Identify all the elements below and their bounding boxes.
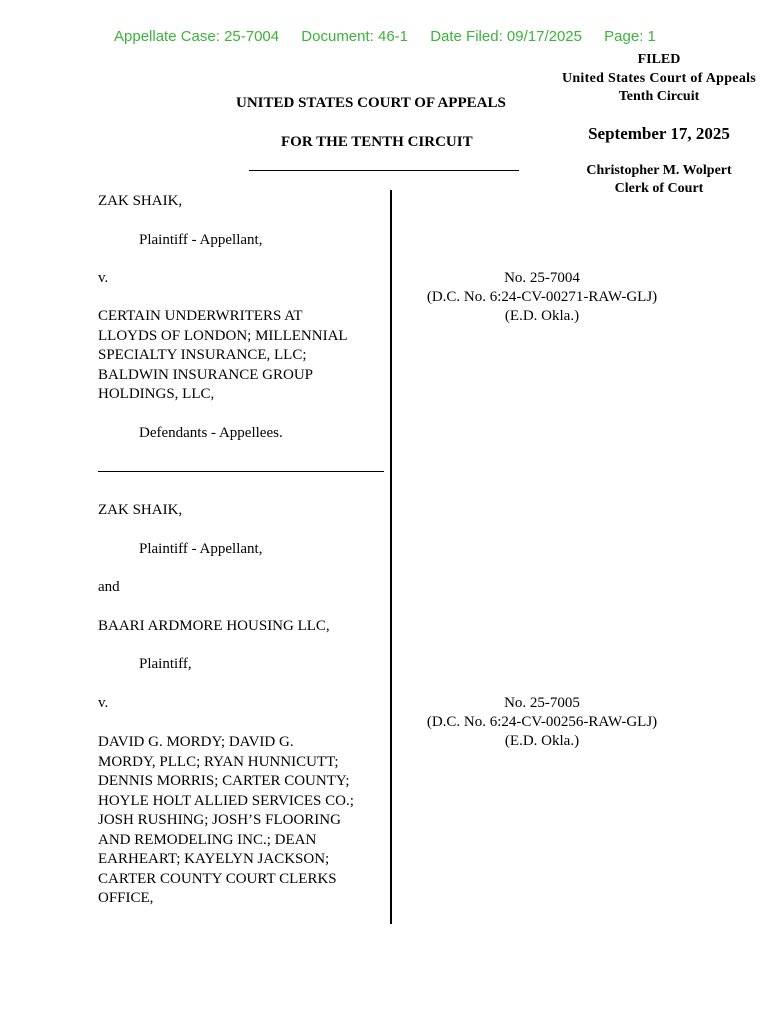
title-underline: [249, 170, 519, 171]
stamp-clerk-name: Christopher M. Wolpert: [586, 163, 732, 178]
header-date-filed: Date Filed: 09/17/2025: [430, 28, 582, 45]
case2-co-plaintiff: BAARI ARDMORE HOUSING LLC,: [98, 618, 330, 634]
case1-defendants-role: Defendants - Appellees.: [139, 425, 283, 441]
header-case: Appellate Case: 25-7004: [114, 28, 280, 45]
case-separator: [98, 471, 384, 472]
case2-plaintiff-role: Plaintiff - Appellant,: [139, 541, 263, 557]
stamp-court: United States Court of Appeals: [561, 71, 757, 86]
case2-and: and: [98, 579, 120, 595]
case2-number: No. 25-7005: [504, 695, 580, 711]
case1-plaintiff-role: Plaintiff - Appellant,: [139, 232, 263, 248]
case2-district: (E.D. Okla.): [504, 733, 580, 749]
header-document: Document: 46-1: [301, 28, 409, 45]
document-header: [114, 28, 674, 45]
stamp-circuit: Tenth Circuit: [618, 89, 700, 104]
stamp-filed: FILED: [637, 52, 681, 67]
court-title-line2: FOR THE TENTH CIRCUIT: [281, 134, 473, 150]
case2-dc-number: (D.C. No. 6:24-CV-00256-RAW-GLJ): [426, 714, 658, 730]
case2-versus: v.: [98, 695, 109, 711]
case2-plaintiff: ZAK SHAIK,: [98, 502, 183, 518]
case2-co-plaintiff-role: Plaintiff,: [139, 656, 192, 672]
case1-plaintiff: ZAK SHAIK,: [98, 193, 183, 209]
case1-dc-number: (D.C. No. 6:24-CV-00271-RAW-GLJ): [426, 289, 658, 305]
header-page: Page: 1: [604, 28, 656, 45]
case2-defendants: DAVID G. MORDY; DAVID G. MORDY, PLLC; RYAN HUNNICUTT; DENNIS MORRIS; CARTER COUNTY; HOYLE HOLT ALLIED SERVICES CO.; JOSH RUSHING; JOSH’S FLOORING AND REMODELING INC.; DEAN EARHEART; KAYELYN JACKSON; CARTER COUNTY COURT CLERKS OFFICE,: [98, 734, 354, 906]
stamp-clerk-title: Clerk of Court: [614, 181, 704, 196]
stamp-date: September 17, 2025: [588, 124, 730, 143]
case1-district: (E.D. Okla.): [504, 308, 580, 324]
case1-versus: v.: [98, 270, 109, 286]
case1-number: No. 25-7004: [504, 270, 580, 286]
case1-defendants: CERTAIN UNDERWRITERS AT LLOYDS OF LONDON; MILLENNIAL SPECIALTY INSURANCE, LLC; BALDWIN INSURANCE GROUP HOLDINGS, LLC,: [98, 308, 348, 402]
court-title-line1: UNITED STATES COURT OF APPEALS: [236, 95, 506, 111]
